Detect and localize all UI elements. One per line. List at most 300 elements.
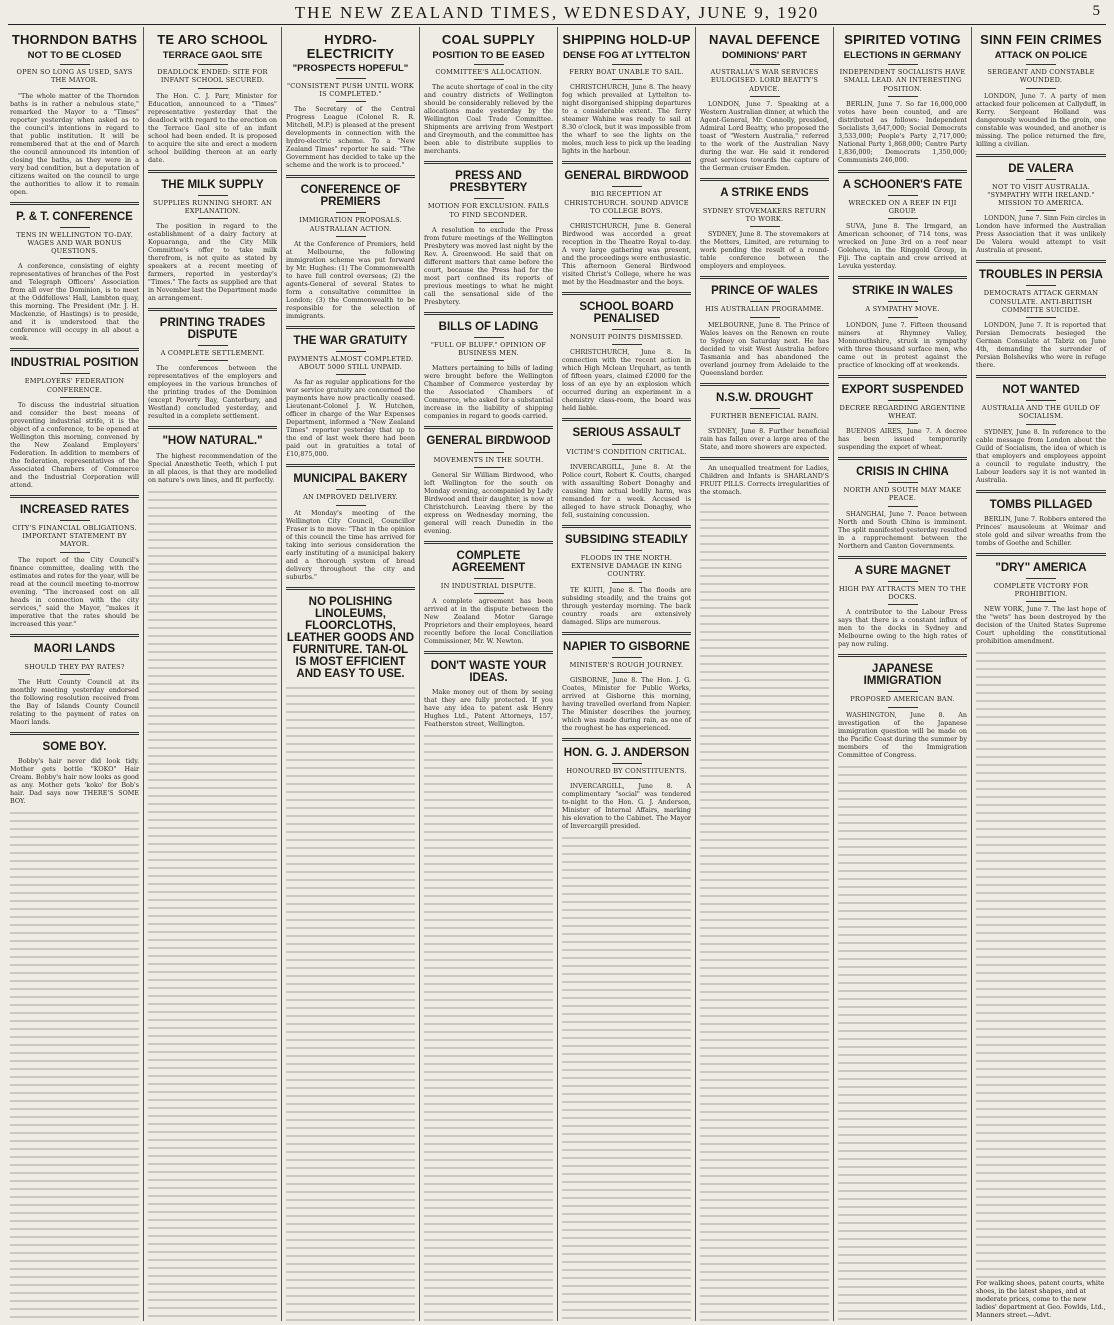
article-deck: HIS AUSTRALIAN PROGRAMME. xyxy=(705,305,824,314)
article-paragraph: Bobby's hair never did look tidy. Mother gets bottle "KOKO" Hair Cream. Bobby's hair now looks as good as any. Mother gets 'koko' for Bob's hair. Dad says now THERE'S SOME BOY. xyxy=(10,756,139,805)
deck-rule xyxy=(750,423,780,424)
article-divider xyxy=(838,556,967,559)
deck-rule xyxy=(612,218,642,219)
deck-rule xyxy=(60,88,90,89)
article-deck: PAYMENTS ALMOST COMPLETED. ABOUT 5000 STILL UNPAID. xyxy=(287,354,414,372)
article-headline: DE VALERA xyxy=(1008,162,1074,175)
deck-rule xyxy=(336,351,366,352)
article-subhead: DOMINIONS' PART xyxy=(722,49,807,61)
article-deck: EMPLOYERS' FEDERATION CONFERENCE. xyxy=(24,377,125,394)
article-headline: SINN FEIN CRIMES xyxy=(980,32,1102,47)
deck-rule xyxy=(60,674,90,675)
deck-rule xyxy=(1026,317,1056,318)
article-headline: TE ARO SCHOOL xyxy=(157,32,268,47)
article-divider xyxy=(562,161,691,164)
article-divider xyxy=(700,457,829,460)
deck-rule xyxy=(612,344,642,345)
article xyxy=(976,553,1106,646)
article-body xyxy=(976,214,1106,254)
article-deck: MOVEMENTS IN THE SOUTH. xyxy=(433,455,544,464)
column-2 xyxy=(144,27,282,1321)
deck-rule xyxy=(474,79,504,80)
column-text-filler xyxy=(700,502,829,1321)
deck-rule xyxy=(612,582,642,583)
article-paragraph: SYDNEY, June 8. Further beneficial rain has fallen over a large area of the State, and more showers are expected. xyxy=(700,426,829,451)
article-paragraph: LONDON, June 7. Speaking at a Western Australian dinner, at which the Agent-General, Mr. Connolly, presided, Admiral Lord Beatty, who proposed the toast of "Western Australia," referred to the work of the Australian Navy during the war. He said it rendered great services towards the capture of the German cruiser Emden. xyxy=(700,99,829,172)
column-text-filler xyxy=(10,811,139,1321)
article-divider xyxy=(148,308,277,311)
article-divider xyxy=(838,375,967,378)
article xyxy=(700,276,829,376)
article-headline: INCREASED RATES xyxy=(19,503,130,516)
deck-rule xyxy=(888,423,918,424)
article xyxy=(424,426,553,534)
article-paragraph: "The whole matter of the Thorndon baths is in rather a nebulous state," remarked the Mayor to a "Times" reporter yesterday when asked as to the council's intentions in regard to that public institution. It will be remembered that at the end of March the council announced its intention of closing the baths, as they were in a very bad condition, but a deputation of citizens waited on the council to urge the authorities to allow it to remain open. xyxy=(10,91,139,196)
deck-rule xyxy=(612,550,642,551)
article xyxy=(976,260,1106,369)
article-deck: AN IMPROVED DELIVERY. xyxy=(303,493,398,502)
article-body xyxy=(976,515,1106,547)
article-subhead: POSITION TO BE EASED xyxy=(432,49,545,61)
article-headline: SHIPPING HOLD-UP xyxy=(562,32,691,47)
newspaper-columns xyxy=(6,27,1110,1321)
article-divider xyxy=(286,326,415,329)
article-body xyxy=(424,226,553,306)
deck-rule xyxy=(336,212,366,213)
article-body xyxy=(700,100,829,172)
deck-rule xyxy=(336,236,366,237)
deck-rule xyxy=(60,227,90,228)
article-deck: COMPLETE VICTORY FOR PROHIBITION. xyxy=(993,581,1089,598)
deck-rule xyxy=(60,552,90,553)
article-headline: SERIOUS ASSAULT xyxy=(572,427,681,440)
article-body xyxy=(700,321,829,377)
article xyxy=(148,170,277,303)
article xyxy=(838,170,967,271)
article-deck: COMMITTEE'S ALLOCATION. xyxy=(435,68,542,77)
deck-rule xyxy=(612,64,642,65)
deck-rule xyxy=(336,78,366,79)
article-deck: NOT TO VISIT AUSTRALIA. "SYMPATHY WITH IRELAND." MISSION TO AMERICA. xyxy=(987,182,1095,208)
article-subhead: TERRACE GAOL SITE xyxy=(162,49,263,61)
article-body xyxy=(286,105,415,169)
article-body xyxy=(148,452,277,484)
article-paragraph: A resolution to exclude the Press from future meetings of the Wellington Presbytery was moved last night by the Rev. A. Greenwood. He said that on different matters that came before the court, because the Press had for the most part confined its reports of previous meetings to what he might call the sensational side of the Presbytery. xyxy=(424,225,553,306)
article-body xyxy=(562,782,691,830)
article-deck: INDEPENDENT SOCIALISTS HAVE SMALL LEAD. AN INTERESTING POSITION. xyxy=(839,68,966,93)
deck-rule xyxy=(60,397,90,398)
deck-rule xyxy=(888,96,918,97)
article xyxy=(424,161,553,306)
article-body xyxy=(424,471,553,535)
article-headline: MAORI LANDS xyxy=(33,642,116,655)
article-divider xyxy=(700,276,829,279)
deck-rule xyxy=(888,218,918,219)
deck-rule xyxy=(612,672,642,673)
article-headline: SPIRITED VOTING xyxy=(844,32,961,47)
deck-rule xyxy=(1026,578,1056,579)
article-deck: WRECKED ON A REEF IN FIJI GROUP. xyxy=(848,198,957,216)
article-paragraph: BERLIN, June 7. So far 16,000,000 votes have been counted, and are distributed as follows: Independent Socialists 3,647,000; Social Democrats 3,533,000; People's Party 2,717,000; National Party 1,868,000; Centre Party 1,836,000; Democrats 1,350,000; Communists 246,000. xyxy=(838,99,967,164)
article xyxy=(424,541,553,645)
article-divider xyxy=(424,161,553,164)
article xyxy=(838,556,967,649)
deck-rule xyxy=(474,64,504,65)
page-number: 5 xyxy=(1092,3,1100,19)
article-headline: BILLS OF LADING xyxy=(438,320,539,333)
article-body xyxy=(562,83,691,155)
article-paragraph: SYDNEY, June 8. In reference to the cable message from London about the Guild of Socialism, the idea of which is that employers and employees appoint a council to regulate industry, the Labour leaders say it is not wanted in Australia. xyxy=(976,427,1106,484)
article-paragraph: The Secretary of the Central Progress League (Colonel R. R. Mitchell, M.P.) is pleased at the present developments in connection with the hydro-electric scheme. To a "New Zealand Times" reporter he said: "The Government has decided to take up the scheme and the work is to proceed." xyxy=(286,105,415,170)
article-divider xyxy=(10,732,139,735)
article-divider xyxy=(10,495,139,498)
article-deck: AUSTRALIA AND THE GUILD OF SOCIALISM. xyxy=(981,404,1101,421)
article-headline: CONFERENCE OF PREMIERS xyxy=(300,184,401,209)
article-headline: "DRY" AMERICA xyxy=(995,561,1087,574)
deck-rule xyxy=(1026,400,1056,401)
article-body xyxy=(976,428,1106,484)
deck-rule xyxy=(612,778,642,779)
article-deck: IN INDUSTRIAL DISPUTE. xyxy=(440,581,537,590)
article-deck: HONOURED BY CONSTITUENTS. xyxy=(566,766,687,775)
deck-rule xyxy=(750,64,780,65)
article-paragraph: An unequalled treatment for Ladies, Children and Infants is SHARLAND'S FRUIT PILLS. Corrects irregularities of the stomach. xyxy=(700,463,829,496)
article-headline: JAPANESE IMMIGRATION xyxy=(863,663,942,688)
article-paragraph: The Hutt County Council at its monthly meeting yesterday endorsed the following resolution received from the Bay of Islands County Council relating to the payment of rates on Maori lands. xyxy=(10,677,139,726)
deck-rule xyxy=(750,96,780,97)
article-body xyxy=(562,676,691,732)
article-deck: SYDNEY STOVEMAKERS RETURN TO WORK. xyxy=(702,206,827,224)
column-5 xyxy=(558,27,696,1321)
article-headline: NAPIER TO GISBORNE xyxy=(563,640,690,653)
article-body xyxy=(562,348,691,412)
article-headline: THORNDON BATHS xyxy=(11,32,138,47)
deck-rule xyxy=(474,360,504,361)
article-body xyxy=(10,401,139,489)
masthead-title: THE NEW ZEALAND TIMES, WEDNESDAY, JUNE 9, 1920 xyxy=(294,3,820,22)
article xyxy=(562,525,691,626)
article-body xyxy=(286,378,415,458)
article xyxy=(838,375,967,452)
article xyxy=(10,495,139,628)
article-deck: A SYMPATHY MOVE. xyxy=(865,305,940,314)
article-paragraph: At Monday's meeting of the Wellington City Council, Councillor Fraser is to move: "That in the opinion of this council the time has arrived for taking into serious consideration the early instituting of a municipal bakery and a thorough system of bread delivery throughout the city and suburbs." xyxy=(286,508,415,581)
article-deck: MINISTER'S ROUGH JOURNEY. xyxy=(569,660,684,669)
article xyxy=(838,654,967,758)
article-divider xyxy=(10,348,139,351)
article-divider xyxy=(424,541,553,544)
article-headline: PRINTING TRADES DISPUTE xyxy=(159,317,266,342)
article-headline: DON'T WASTE YOUR IDEAS. xyxy=(430,660,547,685)
deck-rule xyxy=(888,506,918,507)
article-divider xyxy=(562,418,691,421)
article-paragraph: The conferences between the representatives of the employers and employees in the various branches of the printing trades of the Dominion (except Poverty Bay, Canterbury, and Westland) concluded yesterday, and resulted in a complete settlement. xyxy=(148,364,277,421)
article xyxy=(10,634,139,726)
article-headline: P. & T. CONFERENCE xyxy=(16,210,133,223)
column-text-filler xyxy=(976,651,1106,1321)
article-paragraph: SUVA, June 8. The Irmgard, an American schooner, of 714 tons, was wrecked on June 3rd on a reef near Goleheva, in the Ringgold Group, in Fiji. The captain and crew arrived at Levuka yesterday. xyxy=(838,222,967,271)
article-body xyxy=(838,321,967,369)
article-deck: IMMIGRATION PROPOSALS. AUSTRALIAN ACTION. xyxy=(299,216,402,233)
article xyxy=(148,308,277,420)
article-paragraph: BUENOS AIRES, June 7. A decree has been issued temporarily suspending the export of wheat. xyxy=(838,427,967,452)
article-headline: PRESS AND PRESBYTERY xyxy=(449,170,528,195)
deck-rule xyxy=(750,408,780,409)
article-divider xyxy=(286,175,415,178)
article-body xyxy=(700,230,829,270)
article-deck: HIGH PAY ATTRACTS MEN TO THE DOCKS. xyxy=(838,584,967,601)
article-body xyxy=(838,510,967,550)
article-paragraph: NEW YORK, June 7. The last hope of the "wets" has been destroyed by the decision of the United States Supreme Court upholding the constitutional prohibition amendment. xyxy=(976,605,1106,646)
article-headline: NO POLISHING LINOLEUMS, FLOORCLOTHS, LEATHER GOODS AND FURNITURE. TAN-OL IS MOST EFFICIENT AND EASY TO USE. xyxy=(286,595,415,680)
article-paragraph: CHRISTCHURCH, June 8. In connection with the recent action in which High Mclean Urquhart, as tenth of fifteen years, claimed £2000 for the loss of an eye by an explosion which occurred during an experiment in a chemistry class-room, the board was held liable. xyxy=(562,348,691,413)
article-paragraph: WASHINGTON, June 8. An investigation of the Japanese immigration question will be made on the Pacific Coast during the summer by members of the Immigration Committee of Congress. xyxy=(838,710,967,759)
article-body xyxy=(10,262,139,342)
article xyxy=(838,276,967,368)
article-deck: CITY'S FINANCIAL OBLIGATIONS. IMPORTANT STATEMENT BY MAYOR. xyxy=(12,523,137,549)
article-divider xyxy=(700,178,829,181)
column-4 xyxy=(420,27,558,1321)
article-headline: "HOW NATURAL." xyxy=(162,435,263,448)
column-7 xyxy=(834,27,972,1321)
article-deck: FURTHER BENEFICIAL RAIN. xyxy=(710,411,819,420)
article-paragraph: SHANGHAI, June 7. Peace between North and South China is imminent. The split manifested yesterday resulted in a rapprochement between the Northern and Canton Governments. xyxy=(838,509,967,550)
masthead xyxy=(0,0,1114,26)
article xyxy=(424,651,553,728)
article-headline: HYDRO-ELECTRICITY xyxy=(306,32,395,61)
article-body xyxy=(286,509,415,581)
article xyxy=(562,33,691,155)
article-deck: DECREE REGARDING ARGENTINE WHEAT. xyxy=(839,403,966,420)
article-paragraph: CHRISTCHURCH, June 8. General Birdwood was accorded a great reception in the Theatre Royal to-day. A very large gathering was present, and the proceedings were enthusiastic. This afternoon General Birdwood visited Christ's College, where he was met by the Headmaster and the boys. xyxy=(562,222,691,287)
article-paragraph: SYDNEY, June 8. The stovemakers at the Metters, Limited, are returning to work pending the result of a round-table conference between the employers and employees. xyxy=(700,230,829,271)
article xyxy=(10,348,139,489)
article xyxy=(424,312,553,421)
article-deck: FLOODS IN THE NORTH. EXTENSIVE DAMAGE IN KING COUNTRY. xyxy=(571,553,682,579)
article-headline: THE WAR GRATUITY xyxy=(293,334,408,347)
article-paragraph: LONDON, June 7. Sinn Fein circles in London have informed the Australian Press Association that it was unlikely De Valera would attempt to visit Australia at present. xyxy=(976,214,1106,255)
deck-rule xyxy=(888,691,918,692)
article xyxy=(562,292,691,412)
deck-rule xyxy=(60,520,90,521)
article-body xyxy=(838,427,967,451)
article xyxy=(976,154,1106,255)
article xyxy=(838,33,967,164)
article-headline: NAVAL DEFENCE xyxy=(709,32,820,47)
article-body xyxy=(424,83,553,155)
advertisement: For walking shoes, patent courts, white shoes, in the latest shapes, and at moderate prices, come to the new ladies' department at Geo. Fowlds, Ltd., Manners street.—Advt. xyxy=(976,1279,1106,1319)
article xyxy=(286,464,415,580)
deck-rule xyxy=(474,337,504,338)
article-body xyxy=(10,757,139,805)
article-body xyxy=(10,678,139,726)
article xyxy=(562,738,691,830)
article-deck: SHOULD THEY PAY RATES? xyxy=(24,662,125,671)
article-paragraph: At the Conference of Premiers, held at Melbourne, the following immigration scheme was put forward by Mr. Hughes: (1) The Commonwealth to have full control overseas; (2) the agents-General of several States to form a consultative committee in London; (3) the Commonwealth to be responsible for the selection of immigrants. xyxy=(286,239,415,320)
article-body xyxy=(148,364,277,420)
article-paragraph: A contributor to the Labour Press says that there is a constant influx of men to the docks in Sydney and Melbourne owing to the high rates of pay now ruling. xyxy=(838,608,967,649)
article-divider xyxy=(838,276,967,279)
article-headline: N.S.W. DROUGHT xyxy=(715,391,814,404)
article-headline: SOME BOY. xyxy=(42,740,107,753)
deck-rule xyxy=(474,198,504,199)
deck-rule xyxy=(612,186,642,187)
deck-rule xyxy=(1026,285,1056,286)
deck-rule xyxy=(750,203,780,204)
column-text-filler xyxy=(424,734,553,1321)
deck-rule xyxy=(888,707,918,708)
article-deck: PROPOSED AMERICAN BAN. xyxy=(850,695,955,704)
article xyxy=(976,375,1106,484)
article xyxy=(286,587,415,680)
article xyxy=(700,457,829,496)
article-headline: THE MILK SUPPLY xyxy=(161,178,264,191)
article-headline: COMPLETE AGREEMENT xyxy=(451,549,526,574)
article xyxy=(562,418,691,518)
article xyxy=(838,457,967,550)
deck-rule xyxy=(336,101,366,102)
article-deck: A COMPLETE SETTLEMENT. xyxy=(160,349,265,358)
article xyxy=(286,175,415,320)
article-paragraph: The position in regard to the establishment of a dairy factory at Kopuaranga, and the City Milk Committee's offer to take milk therefrom, is not quite as stated by speakers at a recent meeting of farmers, reported in yesterday's "Times." The facts as supplied are that in November last the Department made an arrangement. xyxy=(148,222,278,303)
article xyxy=(700,383,829,451)
article-body xyxy=(424,688,553,728)
article-paragraph: LONDON, June 7. A party of men attacked four policemen at Callyduff, in Kerry. Sergeant Holland was dangerously wounded in the groin, one constable was wounded, and another is missing. The police returned the fire, killing a civilian. xyxy=(976,91,1106,148)
article-headline: HON. G. J. ANDERSON xyxy=(563,746,690,759)
deck-rule xyxy=(60,659,90,660)
deck-rule xyxy=(612,329,642,330)
article-body xyxy=(286,240,415,320)
deck-rule xyxy=(474,452,504,453)
deck-rule xyxy=(474,593,504,594)
article-paragraph: Matters pertaining to bills of lading were brought before the Wellington Chamber of Commerce yesterday by the Associated Chambers of Commerce, who asked for a substantial increase in the liability of shipping companies in regard to goods carried. xyxy=(424,364,553,421)
column-text-filler xyxy=(562,836,691,1321)
article xyxy=(700,33,829,172)
article-subhead: DENSE FOG AT LYTTELTON xyxy=(562,49,691,61)
article-paragraph: INVERCARGILL, June 8. A complimentary "social" was tendered to-night to the Hon. G. J. Anderson, Minister of Internal Affairs, marking his elevation to the Cabinet. The Mayor of Invercargill presided. xyxy=(562,782,691,831)
deck-rule xyxy=(888,195,918,196)
article-deck: SERGEANT AND CONSTABLE WOUNDED. xyxy=(987,68,1095,85)
article-body xyxy=(838,100,967,164)
article-paragraph: General Sir William Birdwood, who left Wellington for the south on Monday evening, accompanied by Lady Birdwood and their daughter, is now at Christchurch. Leaving there by the express on Wednesday morning, the general will reach Dunedin in the evening. xyxy=(424,470,553,535)
article-deck: DEMOCRATS ATTACK GERMAN CONSULATE. ANTI-BRITISH COMMITTE SUICIDE. xyxy=(983,289,1099,314)
article-body xyxy=(562,586,691,626)
column-text-filler xyxy=(838,765,967,1321)
article-divider xyxy=(976,375,1106,378)
article-paragraph: LONDON, June 7. It is reported that Persian Democrats besieged the German Consulate at Tabriz on June 4th, demanding the surrender of Persian Bolsheviks who were in refuge there. xyxy=(976,321,1106,370)
article-deck: BIG RECEPTION AT CHRISTCHURCH. SOUND ADVICE TO COLLEGE BOYS. xyxy=(564,190,689,215)
article-deck: SUPPLIES RUNNING SHORT. AN EXPLANATION. xyxy=(152,198,273,215)
article-divider xyxy=(562,738,691,741)
article xyxy=(286,326,415,459)
article-body xyxy=(10,556,139,628)
deck-rule xyxy=(198,195,228,196)
masthead-rule xyxy=(8,24,1106,25)
column-1 xyxy=(6,27,144,1321)
article-body xyxy=(148,222,277,302)
article-divider xyxy=(562,292,691,295)
article-subhead: NOT TO BE CLOSED xyxy=(27,49,122,61)
article-headline: NOT WANTED xyxy=(1002,384,1080,397)
deck-rule xyxy=(1026,210,1056,211)
article-body xyxy=(838,711,967,759)
article-paragraph: A conference, consisting of eighty representatives of branches of the Post and Telegraph Officers' Association from all over the Dominion, is to meet at the Oddfellows' Hall, Lambton quay, this morning. The President (Mr. J. H. Mackenzie, of Hastings) is to preside, and it is understood that the conference will occupy in all about a week. xyxy=(10,262,139,343)
article-headline: CRISIS IN CHINA xyxy=(856,466,949,479)
deck-rule xyxy=(1026,601,1056,602)
article-headline: SCHOOL BOARD PENALISED xyxy=(579,301,674,326)
article-deck: TENS IN WELLINGTON TO-DAY. WAGES AND WAR BONUS QUESTIONS. xyxy=(16,230,133,256)
article-divider xyxy=(976,553,1106,556)
deck-rule xyxy=(888,317,918,318)
article-divider xyxy=(562,632,691,635)
deck-rule xyxy=(612,657,642,658)
article-body xyxy=(562,463,691,519)
deck-rule xyxy=(612,459,642,460)
column-text-filler xyxy=(148,490,277,1322)
article-body xyxy=(976,92,1106,148)
article-headline: COAL SUPPLY xyxy=(441,32,536,47)
article-headline: TOMBS PILLAGED xyxy=(989,498,1093,511)
deck-rule xyxy=(60,258,90,259)
deck-rule xyxy=(60,373,90,374)
article-headline: PRINCE OF WALES xyxy=(711,285,818,298)
article-body xyxy=(148,92,277,164)
article xyxy=(286,33,415,169)
article-body xyxy=(700,427,829,451)
article-headline: A STRIKE ENDS xyxy=(720,186,809,199)
article-divider xyxy=(976,260,1106,263)
article xyxy=(424,33,553,155)
article-paragraph: BERLIN, June 7. Robbers entered the Princes' mausoleum at Weimar and stole gold and silver wreaths from the tombs of Goethe and Schiller. xyxy=(976,514,1106,547)
article-deck: DEADLOCK ENDED: SITE FOR INFANT SCHOOL SECURED. xyxy=(157,68,268,85)
deck-rule xyxy=(198,345,228,346)
article-subhead: ELECTIONS IN GERMANY xyxy=(843,49,962,61)
article-divider xyxy=(424,312,553,315)
article-deck: NORTH AND SOUTH MAY MAKE PEACE. xyxy=(843,486,962,503)
article xyxy=(10,33,139,196)
article-paragraph: LONDON, June 7. Fifteen thousand miners at Rhymney Valley, Monmouthshire, struck in sympathy with three thousand surface men, who came out in protest against the practice of knocking off at weekends. xyxy=(838,320,967,369)
article-divider xyxy=(10,634,139,637)
article-divider xyxy=(424,651,553,654)
article-paragraph: The highest recommendation of the Special Anæsthetic Teeth, which I put in all places, is that they are modelled on nature's own lines, and fit perfectly. xyxy=(148,451,277,484)
article-paragraph: A complete agreement has been arrived at in the dispute between the New Zealand Motor Garage Proprietors and their employees, heard recently before the local Conciliation Commissioner, Mr. W. Newton. xyxy=(424,597,553,646)
deck-rule xyxy=(612,79,642,80)
article-body xyxy=(976,321,1106,369)
deck-rule xyxy=(60,64,90,65)
article-body xyxy=(562,222,691,286)
article-body xyxy=(424,597,553,645)
article-deck: NONSUIT POINTS DISMISSED. xyxy=(570,333,683,342)
deck-rule xyxy=(1026,88,1056,89)
article xyxy=(148,33,277,164)
article-paragraph: The acute shortage of coal in the city and country districts of Wellington should be considerably relieved by the allocations made yesterday by the Wellington Coal Trade Committee. Shipments are arriving from Westport and Greymouth, and the committee has been able to distribute supplies to merchants. xyxy=(424,83,553,156)
article-body xyxy=(838,608,967,648)
deck-rule xyxy=(1026,179,1056,180)
article-paragraph: As far as regular applications for the war service gratuity are concerned the payments have now practically ceased. Lieutenant-Colonel J. W. Hutchen, officer in charge of the War Expenses Department, informed a "New Zealand Times" reporter yesterday that up to the end of last week there had been paid out in gratuities a total of £10,875,000. xyxy=(286,378,415,459)
article-paragraph: The Hon. C. J. Parr, Minister for Education, announced to a "Times" representative yesterday that the deadlock with regard to the erection on the Terrace Gaol site of an infant school had been ended. It is proposed to acquire the site and erect a modern school building thereon at an early date. xyxy=(148,91,278,164)
article-divider xyxy=(838,457,967,460)
article-divider xyxy=(148,170,277,173)
article-headline: MUNICIPAL BAKERY xyxy=(293,473,408,486)
deck-rule xyxy=(750,301,780,302)
column-3 xyxy=(282,27,420,1321)
article-body xyxy=(838,222,967,270)
article-body xyxy=(424,364,553,420)
article-paragraph: GISBORNE, June 8. The Hon. J. G. Coates, Minister for Public Works, arrived at Gisborne this morning, having travelled overland from Napier. The Minister describes the journey, which was made during rain, as one of the roughest he has experienced. xyxy=(562,675,691,732)
article xyxy=(700,178,829,271)
deck-rule xyxy=(888,581,918,582)
article-divider xyxy=(286,464,415,467)
